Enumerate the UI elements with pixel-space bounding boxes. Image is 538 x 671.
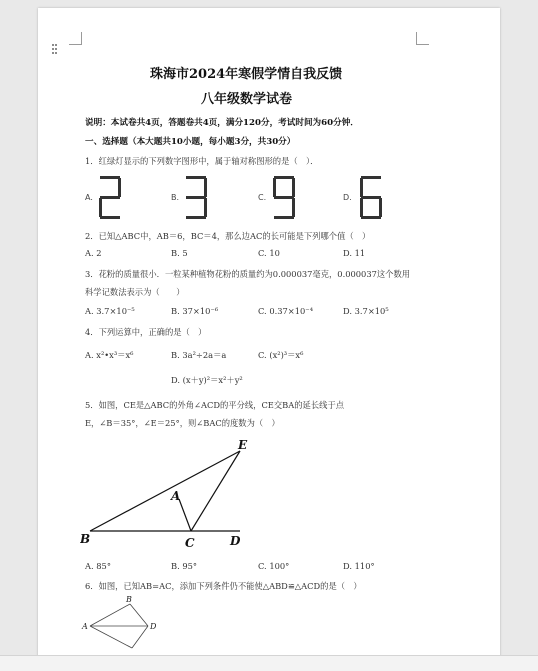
question-2: 2．已知△ABC中，AB＝6，BC＝4，那么边AC的长可能是下列哪个值（ ） xyxy=(85,231,371,241)
q6-line-ac xyxy=(90,626,132,648)
document-page xyxy=(38,8,500,670)
seven-segment-digit-6 xyxy=(359,176,383,220)
question-1: 1．红绿灯显示的下列数字图形中，属于轴对称图形的是（ ）． xyxy=(85,156,319,166)
q4-option-b: B. 3a²÷2a＝a xyxy=(171,350,227,360)
q6-quadrilateral-figure xyxy=(80,594,170,654)
margin-corner-top-left xyxy=(69,32,82,45)
q6-line-bd xyxy=(130,604,148,626)
q5-line-ce xyxy=(191,451,240,531)
margin-corner-top-right xyxy=(416,32,429,45)
question-4: 4．下列运算中，正确的是（ ） xyxy=(85,327,207,337)
q5-point-b: B xyxy=(80,532,91,546)
question-5-line-1: 5．如图，CE是△ABC的外角∠ACD的平分线，CE交BA的延长线于点 xyxy=(85,400,345,410)
q2-option-a: A. 2 xyxy=(85,248,102,258)
q6-point-d: D xyxy=(150,622,157,631)
q2-option-d: D. 11 xyxy=(343,248,366,258)
q3-option-a: A. 3.7×10⁻⁵ xyxy=(85,306,135,316)
q5-line-be xyxy=(90,451,240,531)
q2-option-c: C. 10 xyxy=(258,248,280,258)
question-6: 6．如图，已知AB=AC，添加下列条件仍不能使△ABD≌△ACD的是（ ） xyxy=(85,581,362,591)
q3-option-b: B. 37×10⁻⁶ xyxy=(171,306,219,316)
exam-note: 说明：本试卷共4页，答题卷共4页，满分120分，考试时间为60分钟． xyxy=(85,118,359,128)
q5-option-d: D. 110° xyxy=(343,561,375,571)
question-3-line-1: 3．花粉的质量很小．一粒某种植物花粉的质量约为0.000037毫克，0.000037这个数用 xyxy=(85,269,411,279)
q4-option-d: D. (x＋y)²＝x²＋y² xyxy=(171,375,243,385)
q6-point-b: B xyxy=(126,595,132,604)
seven-segment-digit-3 xyxy=(184,176,208,220)
q5-point-a: A xyxy=(171,489,181,503)
q5-triangle-figure xyxy=(80,436,270,556)
q5-line-ac xyxy=(179,499,191,531)
seven-segment-digit-9 xyxy=(272,176,296,220)
section-heading-choice: 一、选择题（本大题共10小题，每小题3分，共30分） xyxy=(85,137,296,147)
q5-point-d: D xyxy=(230,534,241,548)
doc-subtitle: 八年级数学试卷 xyxy=(201,92,293,107)
q5-option-b: B. 95° xyxy=(171,561,198,571)
doc-title: 珠海市2024年寒假学情自我反馈 xyxy=(150,67,343,82)
q3-option-c: C. 0.37×10⁻⁴ xyxy=(258,306,314,316)
q6-line-cd xyxy=(132,626,148,648)
q5-option-c: C. 100° xyxy=(258,561,290,571)
q1-option-b-label: B. xyxy=(171,193,180,202)
q1-option-a-label: A. xyxy=(85,193,93,202)
question-5-line-2: E，∠B＝35°，∠E＝25°，则∠BAC的度数为（ ） xyxy=(85,418,280,428)
seven-segment-digit-2 xyxy=(98,176,122,220)
q5-point-c: C xyxy=(185,536,195,550)
q3-option-d: D. 3.7×10⁵ xyxy=(343,306,389,316)
drag-handle-icon[interactable] xyxy=(52,44,60,56)
q5-option-a: A. 85° xyxy=(85,561,111,571)
question-3-line-2: 科学记数法表示为（ ） xyxy=(85,287,185,297)
q6-point-a: A xyxy=(82,622,88,631)
q5-point-e: E xyxy=(238,438,248,452)
status-bar xyxy=(0,655,538,671)
q6-line-ab xyxy=(90,604,130,626)
q2-option-b: B. 5 xyxy=(171,248,188,258)
q4-option-a: A. x²•x³＝x⁶ xyxy=(85,350,134,360)
q4-option-c: C. (x²)³＝x⁶ xyxy=(258,350,304,360)
q1-option-c-label: C. xyxy=(258,193,267,202)
q1-option-d-label: D. xyxy=(343,193,352,202)
